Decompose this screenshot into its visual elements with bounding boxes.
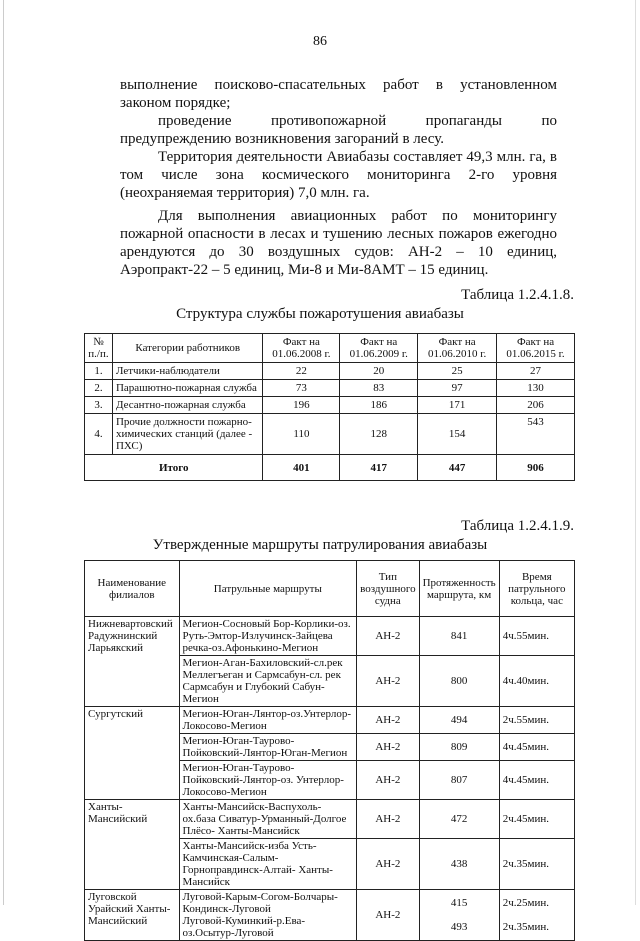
cell: Десантно-пожарная служба xyxy=(112,397,263,414)
table-row xyxy=(85,397,575,414)
cell: 186 xyxy=(340,397,418,414)
cell: 27 xyxy=(497,363,575,380)
cell: 4ч.40мин. xyxy=(499,656,574,707)
cell: 130 xyxy=(497,380,575,397)
distance-value: 493 xyxy=(450,921,468,933)
cell: 447 xyxy=(418,455,497,481)
cell: 2ч.45мин. xyxy=(499,800,574,839)
column-header: Время патрульного кольца, час xyxy=(499,561,574,617)
route-cell: Мегион-Юган-Таурово-Пойковский-Лянтор-оз. Унтерлор-Локосово-Мегион xyxy=(179,761,357,800)
cell: АН-2 xyxy=(357,800,419,839)
cell: 2ч.35мин. xyxy=(499,839,574,890)
paragraph: выполнение поисково-спасательных работ в установленном законом порядке; xyxy=(120,77,557,111)
cell: 4ч.45мин. xyxy=(499,734,574,761)
time-value: 2ч.25мин. xyxy=(502,897,549,909)
paragraph: Для выполнения авиационных работ по мониторингу пожарной опасности в лесах и тушению лесных пожаров ежегодно арендуются до 30 воздушных судов: АН-2 – 10 единиц, Аэропракт-22 – 5 единиц, Ми-8 и Ми-8АМТ – 15 единиц. xyxy=(120,208,557,278)
column-header: Факт на 01.06.2015 г. xyxy=(497,334,575,363)
branch-cell: Луговской Урайский Ханты-Мансийский xyxy=(85,890,180,941)
cell: 196 xyxy=(263,397,340,414)
cell: 438 xyxy=(419,839,499,890)
cell: 110 xyxy=(263,414,340,455)
cell: 800 xyxy=(419,656,499,707)
branch-cell: Ханты-Мансийский xyxy=(85,800,180,890)
cell: 22 xyxy=(263,363,340,380)
paragraph: проведение противопожарной пропаганды по предупреждению возникновения загораний в лесу. xyxy=(120,113,557,147)
route-cell: Ханты-Мансийск-изба Усть-Камчинская-Салым-Горноправдинск-Алтай- Ханты-Мансийск xyxy=(179,839,357,890)
patrol-routes-table xyxy=(84,560,575,941)
cell xyxy=(419,890,499,941)
cell: 83 xyxy=(340,380,418,397)
table-row xyxy=(85,414,575,455)
table-row xyxy=(85,617,575,656)
scan-edge xyxy=(635,0,636,905)
table-header-row xyxy=(85,561,575,617)
branch-cell: Сургутский xyxy=(85,707,180,800)
cell: 206 xyxy=(497,397,575,414)
route-text: Луговой-Карым-Согом-Болчары-Кондинск-Луговой xyxy=(182,891,338,915)
table-row xyxy=(85,707,575,734)
route-cell: Мегион-Сосновый Бор-Корлики-оз. Руть-Эмтор-Излучинск-Зайцева речка-оз.Афонькино-Мегион xyxy=(179,617,357,656)
route-cell: Ханты-Мансийск-Васпухоль-ох.база Сиватур-Урманный-Долгое Плёсо- Ханты-Мансийск xyxy=(179,800,357,839)
route-cell: Мегион-Юган-Таурово-Пойковский-Лянтор-Юган-Мегион xyxy=(179,734,357,761)
table-row xyxy=(85,363,575,380)
table-header-row xyxy=(85,334,575,363)
column-header: Протяженность маршрута, км xyxy=(419,561,499,617)
cell: Парашютно-пожарная служба xyxy=(112,380,263,397)
distance-value: 415 xyxy=(450,897,468,909)
cell: 401 xyxy=(263,455,340,481)
cell: АН-2 xyxy=(357,761,419,800)
cell: АН-2 xyxy=(357,839,419,890)
branch-cell: Нижневартовский Радужнинский Ларьякский xyxy=(85,617,180,707)
cell: 906 xyxy=(497,455,575,481)
cell: АН-2 xyxy=(357,890,419,941)
cell: Прочие должности пожарно-химических станций (далее - ПХС) xyxy=(112,414,263,455)
cell: 3. xyxy=(85,397,113,414)
cell: АН-2 xyxy=(357,656,419,707)
table-title: Утвержденные маршруты патрулирования авиабазы xyxy=(152,537,488,553)
route-text: Луговой-Куминкий-р.Ева-оз.Осытур-Луговой xyxy=(182,915,306,939)
cell: 417 xyxy=(340,455,418,481)
cell: Летчики-наблюдатели xyxy=(112,363,263,380)
table-caption: Таблица 1.2.4.1.9. xyxy=(461,518,574,534)
cell: 97 xyxy=(418,380,497,397)
column-header: Факт на 01.06.2008 г. xyxy=(263,334,340,363)
cell: 73 xyxy=(263,380,340,397)
table-row xyxy=(85,380,575,397)
table-caption: Таблица 1.2.4.1.8. xyxy=(461,287,574,303)
paragraph: Территория деятельности Авиабазы составляет 49,3 млн. га, в том числе зона космического мониторинга 2-го уровня (неохраняемая территория) 7,0 млн. га. xyxy=(120,149,557,201)
column-header: Факт на 01.06.2010 г. xyxy=(418,334,497,363)
cell: 171 xyxy=(418,397,497,414)
scan-edge xyxy=(3,0,4,905)
column-header: Тип воздушного судна xyxy=(357,561,419,617)
cell: 2. xyxy=(85,380,113,397)
cell: АН-2 xyxy=(357,734,419,761)
cell: 4ч.55мин. xyxy=(499,617,574,656)
cell: АН-2 xyxy=(357,617,419,656)
cell: 4. xyxy=(85,414,113,455)
route-cell: Мегион-Аган-Бахиловский-сл.рек Меллегъеган и Сармсабун-сл. рек Сармсабун и Глубокий Сабун-Мегион xyxy=(179,656,357,707)
route-cell: Мегион-Юган-Лянтор-оз.Унтерлор-Локосово-Мегион xyxy=(179,707,357,734)
cell: 1. xyxy=(85,363,113,380)
time-value: 2ч.35мин. xyxy=(502,921,549,933)
column-header: Факт на 01.06.2009 г. xyxy=(340,334,418,363)
total-label: Итого xyxy=(85,455,263,481)
cell: 154 xyxy=(418,414,497,455)
column-header: Патрульные маршруты xyxy=(179,561,357,617)
table-row xyxy=(85,890,575,941)
route-cell xyxy=(179,890,357,941)
cell: 2ч.55мин. xyxy=(499,707,574,734)
cell: 25 xyxy=(418,363,497,380)
column-header: Категории работников xyxy=(112,334,263,363)
table-total-row xyxy=(85,455,575,481)
cell: 543 xyxy=(497,414,575,455)
cell: 807 xyxy=(419,761,499,800)
cell: АН-2 xyxy=(357,707,419,734)
table-title: Структура службы пожаротушения авиабазы xyxy=(176,306,464,322)
cell: 128 xyxy=(340,414,418,455)
column-header: № п./п. xyxy=(85,334,113,363)
cell: 809 xyxy=(419,734,499,761)
cell: 20 xyxy=(340,363,418,380)
column-header: Наименование филиалов xyxy=(85,561,180,617)
cell xyxy=(499,890,574,941)
cell: 494 xyxy=(419,707,499,734)
body-text xyxy=(120,76,557,279)
page-number: 86 xyxy=(313,34,327,49)
cell: 841 xyxy=(419,617,499,656)
table-row xyxy=(85,800,575,839)
staff-structure-table xyxy=(84,333,575,481)
cell: 4ч.45мин. xyxy=(499,761,574,800)
cell: 472 xyxy=(419,800,499,839)
